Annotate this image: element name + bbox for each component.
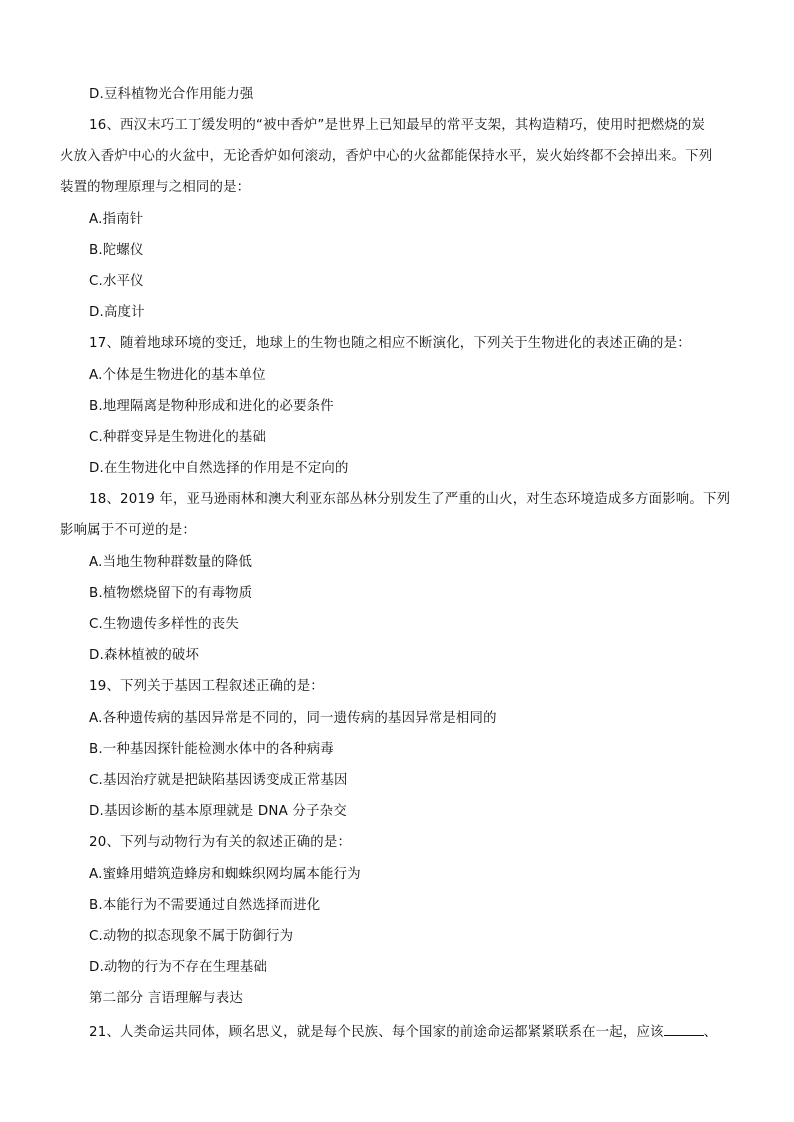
q17-stem: 17、随着地球环境的变迁，地球上的生物也随之相应不断演化，下列关于生物进化的表述正确的是：: [89, 336, 691, 351]
q16-stem-line-3: 装置的物理原理与之相同的是：: [60, 180, 251, 195]
q16-option-a: A.指南针: [89, 212, 144, 227]
q20-option-a: A.蜜蜂用蜡筑造蜂房和蜘蛛织网均属本能行为: [89, 867, 361, 882]
q17-option-d: D.在生物进化中自然选择的作用是不定向的: [89, 461, 349, 476]
q21-stem: [89, 1021, 717, 1043]
section-heading: 第二部分 言语理解与表达: [89, 991, 243, 1006]
q18-option-a: A.当地生物种群数量的降低: [89, 555, 253, 570]
q17-option-c: C.种群变异是生物进化的基础: [89, 430, 267, 445]
q20-option-d: D.动物的行为不存在生理基础: [89, 960, 268, 975]
q16-stem-line-2: 火放入香炉中心的火盆中，无论香炉如何滚动，香炉中心的火盆都能保持水平，炭火始终都不会掉出来。下列: [60, 149, 713, 164]
q18-option-d: D.森林植被的破坏: [89, 648, 200, 663]
q15-option-d: D.豆科植物光合作用能力强: [89, 87, 254, 102]
q19-option-a: A.各种遗传病的基因异常是不同的，同一遗传病的基因异常是相同的: [89, 711, 497, 726]
q19-stem: 19、下列关于基因工程叙述正确的是：: [89, 679, 324, 694]
q20-stem: 20、下列与动物行为有关的叙述正确的是：: [89, 835, 352, 850]
q16-stem-line-1: 16、西汉末巧工丁缓发明的“被中香炉”是世界上已知最早的常平支架，其构造精巧，使用时把燃烧的炭: [89, 118, 706, 133]
q18-option-b: B.植物燃烧留下的有毒物质: [89, 586, 253, 601]
q21-stem-text: 21、人类命运共同体，顾名思义，就是每个民族、每个国家的前途命运都紧紧联系在一起，应该: [89, 1025, 664, 1040]
q16-option-c: C.水平仪: [89, 274, 144, 289]
q19-option-d: D.基因诊断的基本原理就是 DNA 分子杂交: [89, 804, 347, 819]
q18-stem-line-1: 18、2019 年，亚马逊雨林和澳大利亚东部丛林分别发生了严重的山火，对生态环境造成多方面影响。下列: [89, 492, 731, 507]
q19-option-c: C.基因治疗就是把缺陷基因诱变成正常基因: [89, 773, 348, 788]
q19-option-b: B.一种基因探针能检测水体中的各种病毒: [89, 742, 334, 757]
q18-option-c: C.生物遗传多样性的丧失: [89, 617, 239, 632]
q16-option-d: D.高度计: [89, 305, 145, 320]
q21-answer-blank: [664, 1021, 704, 1036]
q16-option-b: B.陀螺仪: [89, 243, 144, 258]
q21-stem-punct: 、: [703, 1025, 718, 1040]
q18-stem-line-2: 影响属于不可逆的是：: [60, 523, 196, 538]
q17-option-a: A.个体是生物进化的基本单位: [89, 368, 266, 383]
q20-option-c: C.动物的拟态现象不属于防御行为: [89, 929, 294, 944]
q20-option-b: B.本能行为不需要通过自然选择而进化: [89, 898, 321, 913]
q17-option-b: B.地理隔离是物种形成和进化的必要条件: [89, 399, 334, 414]
